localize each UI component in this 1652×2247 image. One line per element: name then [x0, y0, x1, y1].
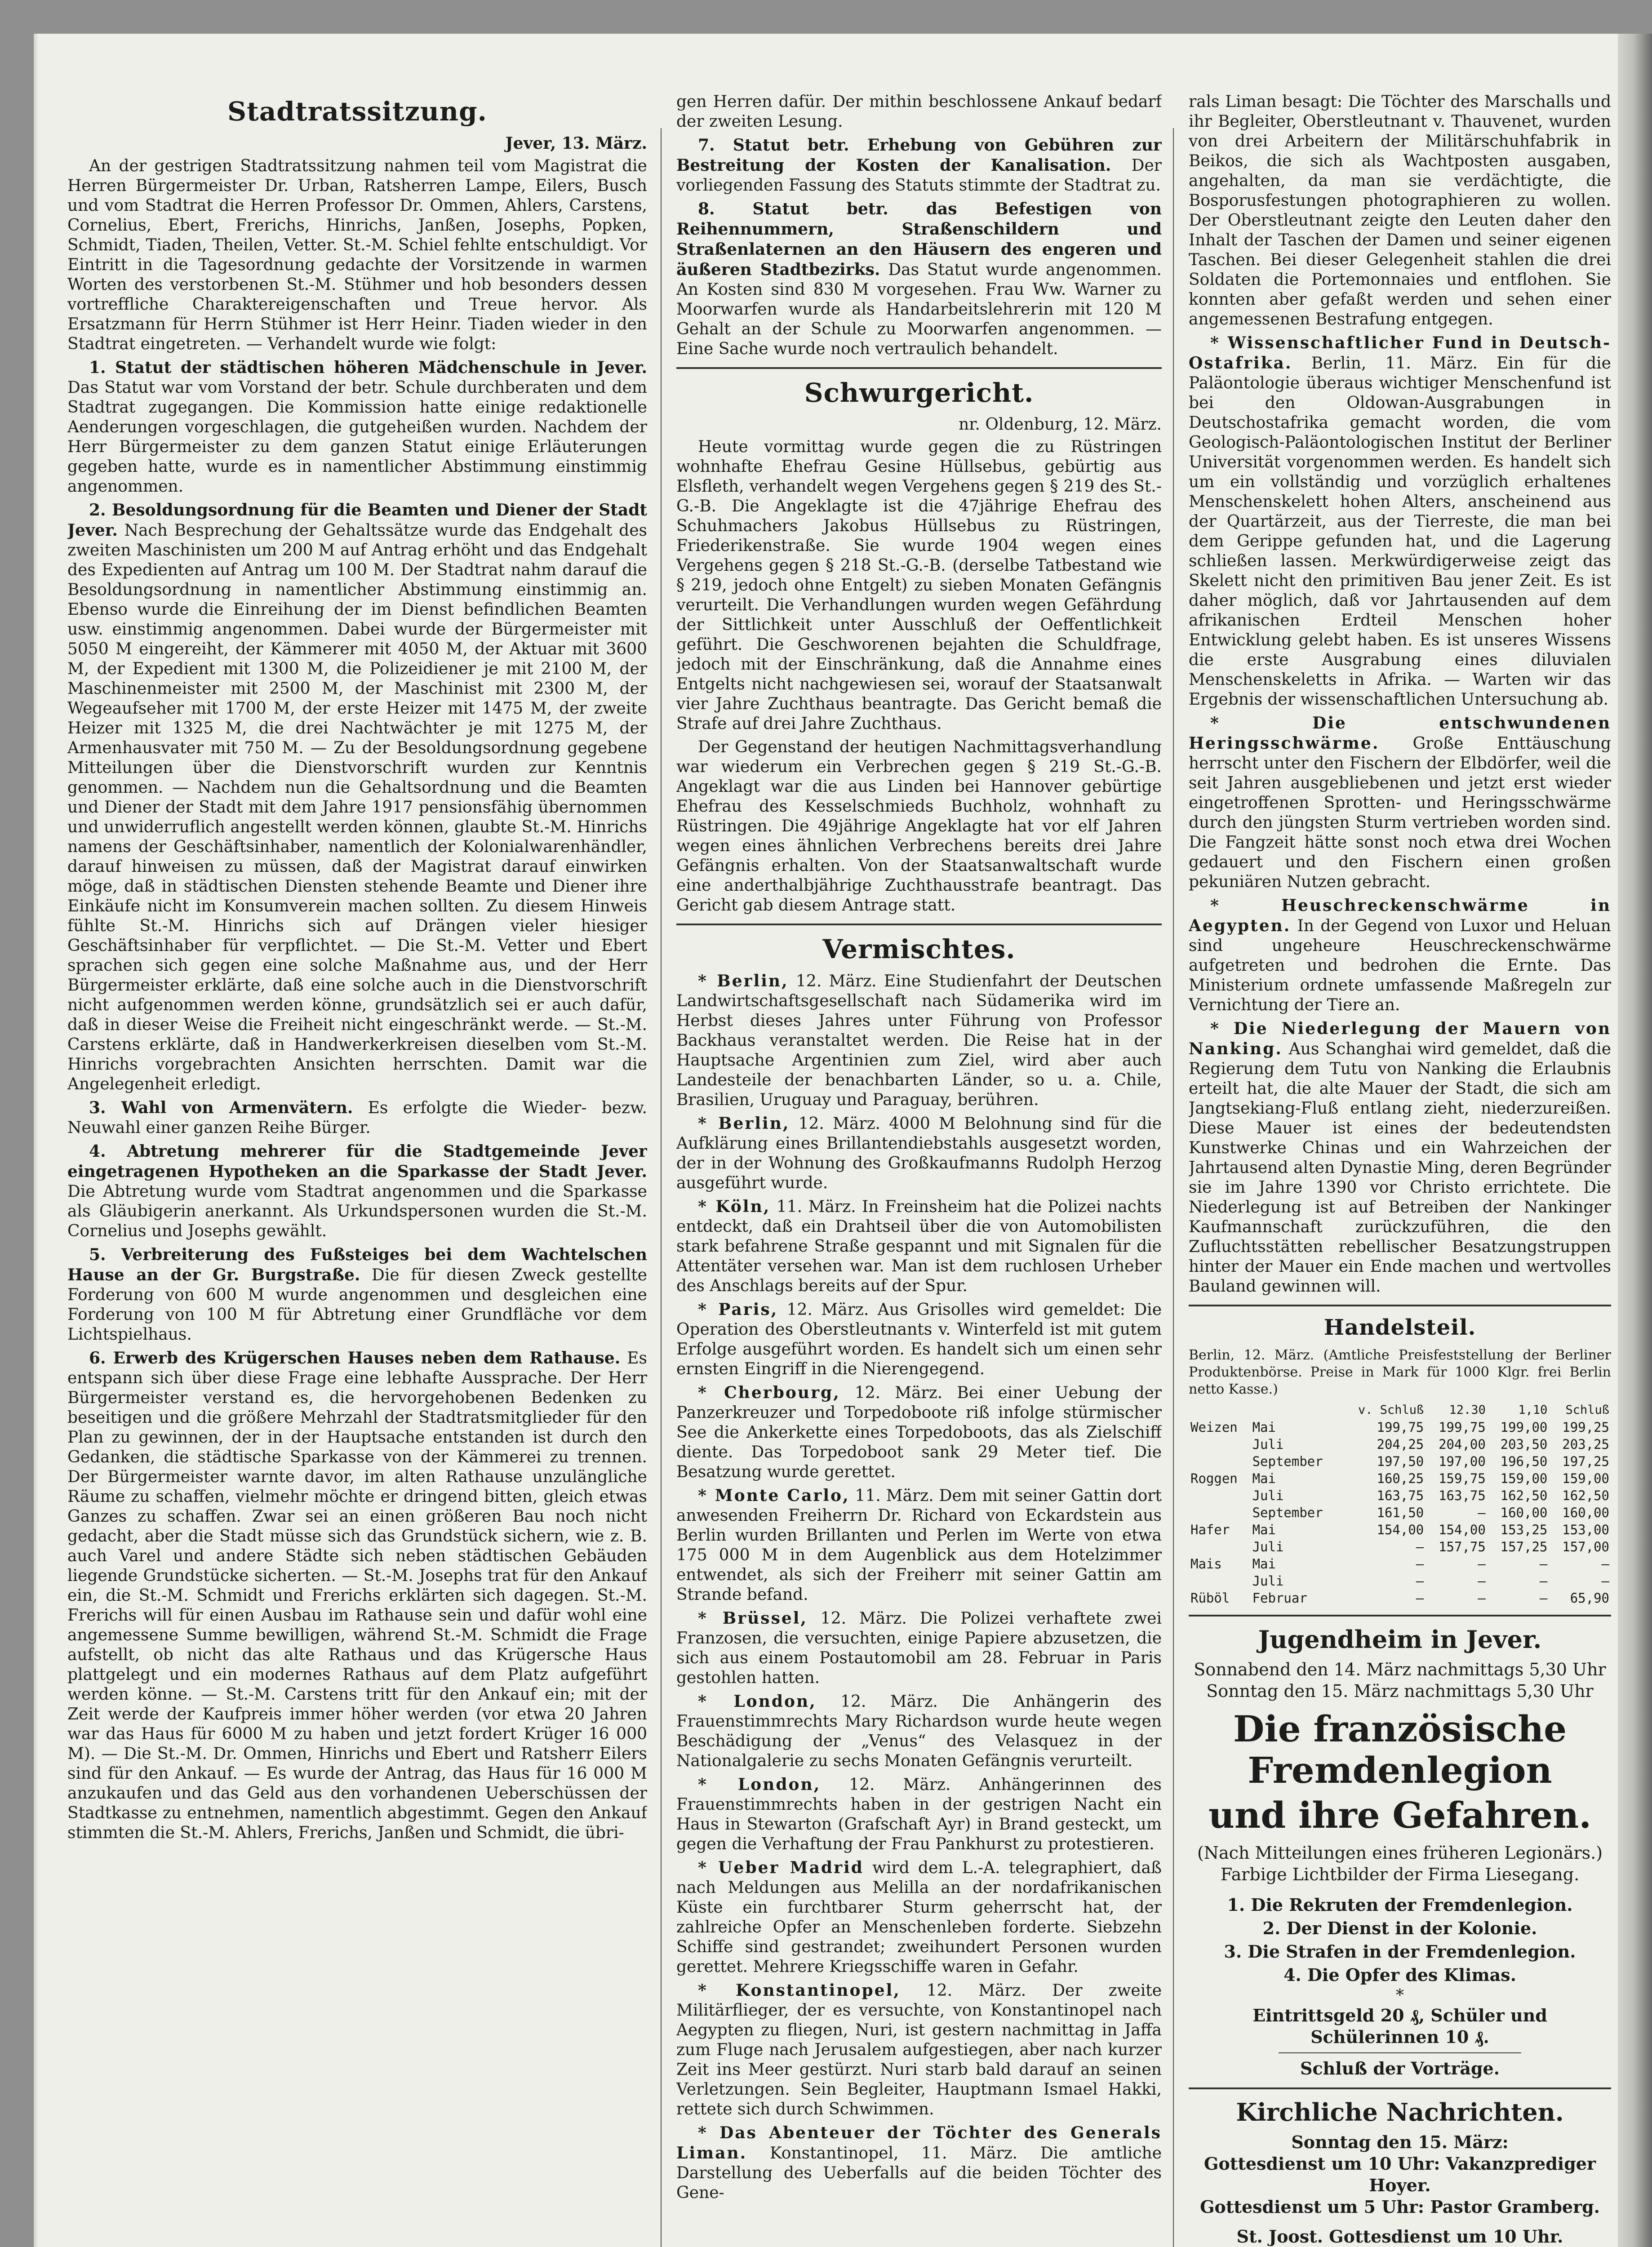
price-cell: 199,75 — [1377, 1420, 1424, 1435]
section-title-handelsteil: Handelsteil. — [1323, 1315, 1476, 1340]
ad-subline: (Nach Mitteilungen eines früheren Legionärs.) — [1197, 1843, 1603, 1863]
term-cell: September — [1252, 1505, 1323, 1520]
commodity-cell — [1189, 1572, 1251, 1590]
price-cell: 197,25 — [1562, 1454, 1609, 1469]
news-item-text: 12. März. Die Polizei verhaftete zwei Franzosen, die versuchten, einige Papiere abzusetzen, die sich aus einem Postautomobil am 28. Februar in Paris gestohlen hatten. — [676, 1609, 1162, 1687]
grain-price-table — [1189, 1402, 1611, 1607]
court-paragraph: Der Gegenstand der heutigen Nachmittagsverhandlung war wiederum ein Verbrechen gegen § 219 St.-G.-B. Angeklagt war die aus Linden bei Hannover gebürtige Ehefrau des Kesselschmieds Buchholz, wohnhaft zu Rüstringen. Die 49jährige Angeklagte hat vor elf Jahren wegen eines ähnlichen Verbrechens bereits drei Jahre Gefängnis erhalten. Von der Staatsanwaltschaft wurde eine anderthalbjährige Zuchthausstrafe beantragt. Das Gericht gab diesem Antrage statt. — [676, 738, 1162, 915]
price-cell: 204,00 — [1439, 1437, 1486, 1452]
agenda-item-text: Der vorliegenden Fassung des Statuts stimmte der Stadtrat zu. — [676, 156, 1162, 195]
continuation-text: gen Herren dafür. Der mithin beschlossene Ankauf bedarf der zweiten Lesung. — [676, 93, 1162, 131]
term-cell: Februar — [1252, 1590, 1307, 1606]
news-item-text: 12. März. Eine Studienfahrt der Deutschen Landwirtschaftsgesellschaft nach Südamerika wird im Herbst dieses Jahres unter Führung von Professor Backhaus veranstaltet werden. Die Reise hat in der Hauptsache Argentinien zum Ziel, wird aber auch Landesteile der benachbarten Länder, so u. a. Chile, Brasilien, Uruguay und Paraguay, berühren. — [676, 972, 1162, 1109]
news-item-title: * London, — [698, 1775, 821, 1794]
price-cell: 163,75 — [1439, 1488, 1486, 1503]
news-item-title: * Cherbourg, — [698, 1383, 840, 1402]
column-divider — [1173, 128, 1174, 2247]
news-item-title: * Die Niederlegung der Mauern von Nanking. — [1189, 1019, 1611, 1058]
divider — [1279, 2052, 1521, 2053]
news-item-title: * Heuschreckenschwärme in Aegypten. — [1189, 896, 1611, 935]
price-cell: — — [1478, 1573, 1486, 1589]
news-item-text: Konstantinopel, 11. März. Die amtliche Darstellung des Ueberfalls auf die beiden Töchter des Gene- — [676, 2144, 1162, 2202]
ad-subline: Farbige Lichtbilder der Firma Liesegang. — [1220, 1865, 1580, 1884]
ad-topic: 2. Der Dienst in der Kolonie. — [1262, 1918, 1537, 1938]
news-item-title: * Konstantinopel, — [698, 1981, 901, 2000]
church-notices — [1189, 2097, 1611, 2247]
ornament-star: * — [1396, 1986, 1404, 2005]
commodity-cell: Weizen — [1190, 1420, 1238, 1435]
news-item-text: Berlin, 11. März. Ein für die Paläontologie überaus wichtiger Menschenfund ist bei den Oldowan-Ausgrabungen in Deutschostafrika gemacht worden, die vom Geologisch-Paläontologischen Institut der Berliner Universität vorgenommen werden. Es handelt sich um ein vollständig und vorzüglich erhaltenes Menschenskelett hohen Alters, anscheinend aus der Quartärzeit, aus der Tierreste, die man bei dem Gerippe gefunden hat, und die Lagerung schließen lassen. Merkwürdigerweise zeigt das Skelett nicht den primitiven Bau jener Zeit. Es ist daher möglich, daß vor Jahrtausenden auf dem afrikanischen Erdteil Menschen hoher Entwicklung gelebt haben. Es ist unseres Wissens die erste Ausgrabung eines diluvialen Menschenskeletts in Afrika. — Warten wir das Ergebnis der wissenschaftlichen Untersuchung ab. — [1189, 354, 1611, 709]
column-header: Schluß — [1565, 1403, 1609, 1417]
news-item — [676, 1486, 1162, 1605]
agenda-item-title: 7. Statut betr. Erhebung von Gebühren zur Bestreitung der Kosten der Kanalisation. — [676, 136, 1162, 175]
table-row — [1189, 1436, 1611, 1453]
table-body — [1189, 1419, 1611, 1607]
news-item — [676, 971, 1162, 1110]
term-cell: Juli — [1252, 1573, 1284, 1589]
news-item-text: 12. März. Die Anhängerin des Frauenstimmrechts Mary Richardson wurde heute wegen Beschädigung der „Venus“ des Velasquez in der Nationalgalerie zu sechs Monaten Gefängnis verurteilt. — [676, 1692, 1162, 1770]
news-item-title: * Wissenschaftlicher Fund in Deutsch-Ostafrika. — [1189, 333, 1611, 373]
term-cell: September — [1252, 1454, 1323, 1469]
price-cell: 197,50 — [1377, 1454, 1424, 1469]
article-intro: An der gestrigen Stadtratssitzung nahmen teil vom Magistrat die Herren Bürgermeister Dr. Urban, Ratsherren Lampe, Eilers, Busch und vom Stadtrat die Herren Professor Dr. Ommen, Ahlers, Carstens, Cornelius, Ebert, Frerichs, Hinrichs, Janßen, Josephs, Popken, Schmidt, Tiaden, Theilen, Vetter. St.-M. Schiel fehlte entschuldigt. Vor Eintritt in die Tagesordnung gedachte der Vorsitzende in warmen Worten des verstorbenen St.-M. Stühmer und hob besonders dessen vortreffliche Charaktereigenschaften und Treue hervor. Als Ersatzmann für Herrn Stühmer ist Herr Heinr. Tiaden wieder in den Stadtrat eingetreten. — Verhandelt wurde wie folgt: — [67, 157, 647, 353]
agenda-item-title: 8. Statut betr. das Befestigen von Reihennummern, Straßenschildern und Straßenlaternen an den Häusern des engeren und äußeren Stadtbezirks. — [676, 200, 1162, 279]
column-header: 1,10 — [1518, 1403, 1548, 1417]
price-cell: 160,00 — [1500, 1505, 1548, 1520]
news-item-title: * Paris, — [698, 1300, 778, 1319]
price-cell: 199,00 — [1500, 1420, 1548, 1435]
section-divider — [1189, 1305, 1611, 1306]
price-cell: 159,75 — [1439, 1471, 1486, 1486]
commodity-cell — [1189, 1487, 1251, 1504]
commodity-cell: Hafer — [1190, 1522, 1230, 1537]
news-item-text: 12. März. 4000 M Belohnung sind für die Aufklärung eines Brillantendiebstahls ausgesetzt worden, der in der Wohnung des Großkaufmanns Rudolph Herzog ausgeführt wurde. — [676, 1115, 1162, 1192]
news-item-title: * Die entschwundenen Heringsschwärme. — [1189, 714, 1611, 753]
table-row — [1189, 1504, 1611, 1521]
ad-date-line: Sonnabend den 14. März nachmittags 5,30 Uhr — [1194, 1660, 1606, 1679]
agenda-item-text: Das Statut war vom Vorstand der betr. Schule durchberaten und dem Stadtrat zugegangen. Die Kommission hatte einige redaktionelle Aenderungen vorgeschlagen, die gutgeheißen wurden. Nachdem der Herr Bürgermeister zu dem ganzen Statut einige Erläuterungen gegeben hatte, wurde es in namentlicher Abstimmung einstimmig angenommen. — [67, 378, 647, 496]
table-row — [1189, 1538, 1611, 1555]
price-cell: — — [1539, 1573, 1548, 1589]
news-item — [676, 1775, 1162, 1854]
misc-news-list — [1189, 333, 1611, 1297]
price-cell: 157,75 — [1439, 1539, 1486, 1554]
news-item — [676, 1608, 1162, 1688]
section-divider — [676, 924, 1162, 925]
price-cell: 197,00 — [1439, 1454, 1486, 1469]
column-2 — [676, 92, 1162, 2247]
price-cell: 199,75 — [1439, 1420, 1486, 1435]
price-cell: 159,00 — [1562, 1471, 1609, 1486]
price-cell: — — [1416, 1539, 1424, 1554]
news-item-text: In der Gegend von Luxor und Heluan sind ungeheure Heuschreckenschwärme aufgetreten und bedrohen die Ernte. Das Ministerium ordnete umfassende Maßregeln zur Vernichtung der Tiere an. — [1189, 917, 1611, 1014]
section-title-vermischtes: Vermischtes. — [822, 934, 1016, 964]
price-cell: 160,00 — [1562, 1505, 1609, 1520]
agenda-item — [67, 500, 647, 1094]
price-cell: 161,50 — [1377, 1505, 1424, 1520]
commodity-cell: Rüböl — [1190, 1590, 1230, 1606]
news-item — [676, 2123, 1162, 2203]
agenda-item-title: 6. Erwerb des Krügerschen Hauses neben dem Rathause. — [89, 1349, 621, 1368]
ad-admission-fee: Eintrittsgeld 20 ₰, Schüler und Schülerinnen 10 ₰. — [1252, 2005, 1547, 2047]
dateline: Jever, 13. März. — [505, 134, 647, 153]
news-item-title: * Köln, — [698, 1197, 771, 1216]
news-item-title: * Brüssel, — [698, 1609, 808, 1628]
table-row — [1189, 1453, 1611, 1470]
column-3 — [1189, 92, 1611, 2247]
term-cell: Mai — [1252, 1471, 1276, 1486]
table-row — [1189, 1487, 1611, 1504]
ad-topic: 3. Die Strafen in der Fremdenlegion. — [1224, 1941, 1576, 1962]
article-title-stadtrat: Stadtratssitzung. — [227, 96, 487, 127]
term-cell: Juli — [1252, 1539, 1284, 1554]
table-row — [1189, 1572, 1611, 1590]
news-item-title: * Ueber Madrid — [698, 1858, 864, 1877]
news-item-text: Große Enttäuschung herrscht unter den Fischern der Elbdörfer, weil die seit Jahren ausgebliebenen und jetzt erst wieder eingetroffenen Sprotten- und Heringsschwärme durch den jüngsten Sturm vertrieben worden sind. Die Fangzeit hätte sonst noch etwa drei Wochen gedauert und den Fischern einen großen pekuniären Nutzen gebracht. — [1189, 734, 1611, 891]
agenda-item — [676, 199, 1162, 359]
price-cell: 153,00 — [1562, 1522, 1609, 1537]
agenda-items — [67, 358, 647, 1843]
agenda-item-text: Die für diesen Zweck gestellte Forderung von 600 M wurde angenommen und desgleichen eine Forderung von 100 M für Abtretung einer Grundfläche vor dem Lichtspielhaus. — [67, 1266, 647, 1344]
page-gutter-shadow — [34, 34, 38, 2247]
agenda-item — [676, 135, 1162, 195]
column-header: v. Schluß — [1358, 1403, 1424, 1417]
price-cell: 159,00 — [1500, 1471, 1548, 1486]
price-cell: — — [1601, 1573, 1609, 1589]
church-date: Sonntag den 15. März: — [1291, 2132, 1509, 2152]
term-cell: Juli — [1252, 1437, 1284, 1452]
news-item-text: 12. März. Aus Grisolles wird gemeldet: Die Operation des Oberstleutnants v. Winterfeld ist mit gutem Erfolge ausgeführt worden. Es handelt sich um einen sehr ernsten Eingriff in die Nierengegend. — [676, 1301, 1162, 1378]
price-cell: 162,50 — [1500, 1488, 1548, 1503]
news-item-text: 12. März. Anhängerinnen des Frauenstimmrechts haben in der gestrigen Nacht ein Haus in Stewarton (Grafschaft Ayr) in Brand gesteckt, um gegen die Verhaftung der Frau Pankhurst zu protestieren. — [676, 1776, 1162, 1853]
service-line: Gottesdienst um 5 Uhr: Pastor Gramberg. — [1200, 2197, 1600, 2217]
price-cell: 163,75 — [1377, 1488, 1424, 1503]
table-row — [1189, 1521, 1611, 1538]
term-cell: Mai — [1252, 1522, 1276, 1537]
term-cell: Mai — [1252, 1556, 1276, 1572]
news-item-text: 12. März. Der zweite Militärflieger, der es versuchte, von Konstantinopel nach Aegypten zu fliegen, Nuri, ist gestern nachmittag in Jaffa zum Fluge nach Jerusalem aufgestiegen, aber nach kurzer Zeit ins Meer gestürzt. Nuri starb bald darauf an seinen Verletzungen. Sein Begleiter, Hauptmann Ismael Hakki, rettete sich durch Schwimmen. — [676, 1981, 1162, 2118]
price-cell: 203,25 — [1562, 1437, 1609, 1452]
agenda-item-title: 4. Abtretung mehrerer für die Stadtgemeinde Jever eingetragenen Hypotheken an die Sparkasse der Stadt Jever. — [67, 1142, 647, 1181]
price-cell: 196,50 — [1500, 1454, 1548, 1469]
agenda-item-title: 3. Wahl von Armenvätern. — [89, 1098, 353, 1117]
agenda-item-title: 2. Besoldungsordnung für die Beamten und Diener der Stadt Jever. — [67, 501, 647, 540]
term-cell: Juli — [1252, 1488, 1284, 1503]
price-cell: 203,50 — [1500, 1437, 1548, 1452]
price-cell: 154,00 — [1377, 1522, 1424, 1537]
price-cell: — — [1478, 1590, 1486, 1606]
news-item-text: 12. März. Bei einer Uebung der Panzerkreuzer und Torpedoboote riß infolge stürmischer See die Ankerkette eines Torpedoboots, das als Zielschiff diente. Das Torpedoboot sank 29 Meter tief. Die Besatzung wurde gerettet. — [676, 1384, 1162, 1481]
service-line: Gottesdienst um 10 Uhr: Vakanzprediger Hoyer. — [1204, 2154, 1596, 2195]
news-item — [676, 1383, 1162, 1482]
news-item-text: wird dem L.-A. telegraphiert, daß nach Meldungen aus Melilla an der nordafrikanischen Küste ein furchtbarer Sturm geherrscht hat, der zahlreiche Opfer an Menschenleben forderte. Siebzehn Schiffe sind gestrandet; zweihundert Personen wurden gerettet. Mehrere Kriegsschiffe waren in Gefahr. — [676, 1859, 1162, 1976]
price-cell: — — [1416, 1573, 1424, 1589]
agenda-item — [67, 358, 647, 497]
agenda-item-title: 5. Verbreiterung des Fußsteiges bei dem Wachtelschen Hause an der Gr. Burgstraße. — [67, 1245, 647, 1284]
commodity-cell: Mais — [1190, 1556, 1222, 1572]
table-row — [1189, 1470, 1611, 1487]
misc-news-list — [676, 971, 1162, 2203]
news-item-title: * Berlin, — [698, 972, 789, 990]
agenda-item — [67, 1348, 647, 1843]
agenda-item-text: Es entspann sich über diese Frage eine lebhafte Aussprache. Der Herr Bürgermeister verstand es, die hervorgehobenen Bedenken zu beseitigen und die größere Mehrzahl der Stadtratsmitglieder für den Plan zu gewinnen, der in der Hauptsache entstanden ist durch den Gedanken, die städtische Sparkasse von der Kämmerei zu trennen. Der Bürgermeister warnte davor, im alten Rathause unzulängliche Räume zu schaffen, vielmehr möchte er dringend bitten, gleich etwas Ganzes zu schaffen. Zwar sei an einen größeren Bau noch nicht gedacht, aber die Stadt müsse sich das Grundstück sichern, wie z. B. auch Varel und andere Städte sich neben städtischen Gebäuden liegende Grundstücke sicherten. — St.-M. Josephs trat für den Ankauf ein, die St.-M. Schmidt und Frerichs erklärten sich dagegen. St.-M. Frerichs will für einen Ausbau im Rathause sein und dafür wohl eine angemessene Summe bewilligen, während St.-M. Schmidt die Frage aufstellt, ob nicht das alte Rathaus und das Krügersche Haus plattgelegt und ein modernes Rathaus auf dem Platz aufgeführt werden könne. — St.-M. Carstens tritt für den Ankauf ein; mit der Zeit werde der Kaufpreis immer höher werden (vor etwa 20 Jahren war das Haus für 6000 M zu haben und jetzt fordert Krüger 16 000 M). — Die St.-M. Dr. Ommen, Hinrichs und Ebert und Ratsherr Eilers sind für den Ankauf. — Es wurde der Antrag, das Haus für 16 000 M anzukaufen und das Geld aus den vorhandenen Ueberschüssen der Stadtkasse zu entnehmen, namentlich abgestimmt. Gegen den Ankauf stimmten die St.-M. Ahlers, Frerichs, Janßen und Schmidt, die übri- — [67, 1349, 647, 1842]
court-paragraph: Heute vormittag wurde gegen die zu Rüstringen wohnhafte Ehefrau Gesine Hüllsebus, gebürtig aus Elsfleth, verhandelt wegen Vergehens gegen § 219 des St.-G.-B. Die Angeklagte ist die 47jährige Ehefrau des Schuhmachers Jakobus Hüllsebus zu Rüstringen, Friederikenstraße. Sie wurde 1904 wegen eines Vergehens gegen § 218 St.-G.-B. (derselbe Tatbestand wie § 219, jedoch ohne Entgelt) zu sieben Monaten Gefängnis verurteilt. Die Verhandlungen wurden wegen Gefährdung der Sittlichkeit unter Ausschluß der Oeffentlichkeit geführt. Die Geschworenen bejahten die Schuldfrage, jedoch mit der Einschränkung, daß die Annahme eines Entgelts nicht nachgewiesen sei, worauf der Staatsanwalt vier Jahre Zuchthaus beantragte. Das Gericht bemaß die Strafe auf drei Jahre Zuchthaus. — [676, 438, 1162, 733]
section-divider — [1189, 1615, 1611, 1616]
news-item-title: * Das Abenteuer der Töchter des Generals Liman. — [676, 2123, 1162, 2163]
page-edge-shadow — [1618, 34, 1652, 2247]
agenda-item — [67, 1245, 647, 1345]
advertisement-jugendheim — [1189, 1625, 1611, 2079]
news-item — [1189, 896, 1611, 1015]
table-row — [1189, 1590, 1611, 1607]
table-row — [1189, 1555, 1611, 1572]
price-cell: — — [1478, 1505, 1486, 1520]
news-item-text: 11. März. Dem mit seiner Gattin dort anwesenden Freiherrn Dr. Richard von Eckardstein aus Berlin wurden Brillanten und Perlen im Werte von etwa 175 000 M in dem Augenblick aus dem Hotelzimmer entwendet, als sich der Freiherr mit seiner Gattin am Strande befand. — [676, 1487, 1162, 1604]
term-cell: Mai — [1252, 1420, 1276, 1435]
column-divider — [661, 128, 662, 2247]
price-cell: 154,00 — [1439, 1522, 1486, 1537]
agenda-item-text: Das Statut wurde angenommen. An Kosten sind 830 M vorgesehen. Frau Ww. Warner zu Moorwarfen wurde als Handarbeitslehrerin mit 120 M Gehalt an der Schule zu Moorwarfen angenommen. — Eine Sache wurde noch vertraulich behandelt. — [676, 261, 1162, 358]
news-item — [1189, 713, 1611, 892]
service-line: St. Joost. Gottesdienst um 10 Uhr. — [1236, 2226, 1563, 2247]
news-item — [1189, 1019, 1611, 1297]
price-cell: 160,25 — [1377, 1471, 1424, 1486]
news-item — [1189, 333, 1611, 710]
agenda-item-text: Es erfolgte die Wieder- bezw. Neuwahl einer ganzen Reihe Bürger. — [67, 1099, 647, 1137]
table-header-row — [1189, 1402, 1611, 1419]
agenda-item — [67, 1098, 647, 1138]
court-dateline: nr. Oldenburg, 12. März. — [959, 415, 1162, 434]
news-item — [676, 1981, 1162, 2119]
court-report — [676, 437, 1162, 915]
news-item — [676, 1300, 1162, 1379]
ad-closing-line: Schluß der Vorträge. — [1300, 2058, 1500, 2078]
price-cell: 157,25 — [1500, 1539, 1548, 1554]
column-header: 12.30 — [1449, 1403, 1486, 1417]
agenda-item-text: Nach Besprechung der Gehaltssätze wurde das Endgehalt des zweiten Maschinisten um 200 M auf Antrag erhöht und das Endgehalt des Expedienten auf Antrag um 100 M. Der Stadtrat nahm darauf die Besoldungsordnung in namentlicher Abstimmung einstimmig an. Ebenso wurde die Einreihung der im Dienst befindlichen Beamten usw. einstimmig angenommen. Dabei wurde der Bürgermeister mit 5050 M eingereiht, der Kämmerer mit 4050 M, der Aktuar mit 3600 M, der Expedient mit 1300 M, die Polizeidiener je mit 2100 M, der Maschinenmeister mit 2500 M, der Maschinist mit 2300 M, der Wegeaufseher mit 1700 M, der erste Heizer mit 1475 M, der zweite Heizer mit 1325 M, die drei Nachtwächter je mit 1275 M, der Armenhausvater mit 750 M. — Zu der Besoldungsordnung gegebene Mitteilungen über die Dienstvorschrift wurden zur Kenntnis genommen. — Nachdem nun die Gehaltsordnung und die Beamten und Diener der Stadt mit dem Jahre 1917 pensionsfähig übernommen und unwiderruflich angestellt werden können, glaubte St.-M. Hinrichs namens der Geschäftsinhaber, namentlich der Kolonialwarenhändler, darauf hinweisen zu müssen, daß der Magistrat darauf einwirken möge, daß in städtischen Diensten stehende Beamte und Diener ihre Einkäufe nicht im Konsumverein machen sollten. Zu diesem Hinweis fühlte St.-M. Hinrichs sich auf Drängen vieler hiesiger Geschäftsinhaber für verpflichtet. — Die St.-M. Vetter und Ebert sprachen sich gegen eine solche Maßnahme aus, und der Herr Bürgermeister erklärte, daß eine solche auch in die Dienstvorschrift nicht aufgenommen werden könne, grundsätzlich sei er auch dafür, daß in dieser Weise die Freiheit nicht eingeschränkt werde. — St.-M. Carstens erklärte, daß in Handwerkerkreisen dieselben vom St.-M. Hinrichs vorgebrachten Ansichten herrschten. Damit war die Angelegenheit erledigt. — [67, 521, 647, 1093]
ad-headline: Die französische Fremdenlegion — [1233, 1708, 1567, 1791]
price-cell: 199,25 — [1562, 1420, 1609, 1435]
church-notices-title: Kirchliche Nachrichten. — [1236, 2098, 1564, 2127]
agenda-item — [67, 1141, 647, 1241]
ad-title: Jugendheim in Jever. — [1258, 1625, 1542, 1654]
news-item — [676, 1692, 1162, 1771]
ad-topic: 4. Die Opfer des Klimas. — [1283, 1965, 1516, 1985]
price-cell: 157,00 — [1562, 1539, 1609, 1554]
price-cell: — — [1601, 1556, 1609, 1572]
commodity-cell: Roggen — [1190, 1471, 1238, 1486]
price-cell: — — [1539, 1590, 1548, 1606]
price-cell: 162,50 — [1562, 1488, 1609, 1503]
commodity-cell — [1189, 1436, 1251, 1453]
commodity-cell — [1189, 1504, 1251, 1521]
agenda-item-title: 1. Statut der städtischen höheren Mädchenschule in Jever. — [89, 358, 647, 377]
section-divider — [1189, 2087, 1611, 2089]
ad-date-line: Sonntag den 15. März nachmittags 5,30 Uhr — [1206, 1681, 1594, 1701]
price-cell: — — [1539, 1556, 1548, 1572]
newspaper-page — [34, 34, 1618, 2247]
news-item-title: * London, — [698, 1692, 817, 1711]
ad-topic-list — [1189, 1893, 1611, 1987]
price-cell: — — [1416, 1590, 1424, 1606]
news-item — [676, 1858, 1162, 1977]
price-cell: 153,25 — [1500, 1522, 1548, 1537]
agenda-item-text: Die Abtretung wurde vom Stadtrat angenommen und die Sparkasse als Gläubigerin anerkannt. Als Urkundspersonen wurden die St.-M. Cornelius und Josephs gewählt. — [67, 1182, 647, 1240]
article-title-schwurgericht: Schwurgericht. — [804, 377, 1034, 408]
ad-headline: und ihre Gefahren. — [1208, 1794, 1592, 1836]
news-item-title: * Monte Carlo, — [698, 1486, 850, 1505]
price-cell: — — [1416, 1556, 1424, 1572]
news-item — [676, 1197, 1162, 1296]
table-row — [1189, 1419, 1611, 1436]
continuation-text: rals Liman besagt: Die Töchter des Marschalls und ihr Begleiter, Oberstleutnant v. Thauvenet, wurden von drei Arbeitern der Militärschuhfabrik in Beikos, die sich als Wachtposten ausgaben, angehalten, da man sie verdächtigte, die Bosporusfestungen photographieren zu wollen. Der Oberstleutnant zeigte den Leuten daher den Inhalt der Taschen der Damen und seiner eigenen Taschen. Bei dieser Gelegenheit stahlen die drei Soldaten die Portemonnaies und entflohen. Sie konnten aber gefaßt werden und sehen einer angemessenen Bestrafung entgegen. — [1189, 93, 1611, 329]
commodity-cell — [1189, 1538, 1251, 1555]
price-cell: 65,90 — [1570, 1590, 1609, 1606]
price-cell: — — [1478, 1556, 1486, 1572]
column-1 — [67, 92, 647, 2247]
commodity-cell — [1189, 1453, 1251, 1470]
agenda-items-continued — [676, 135, 1162, 359]
news-item-text: 11. März. In Freinsheim hat die Polizei nachts entdeckt, daß ein Drahtseil über die von Automobilisten stark befahrene Straße gespannt und mit Signalen für die Attentäter versehen war. Man ist dem ruchlosen Urheber des Anschlags bereits auf der Spur. — [676, 1198, 1162, 1295]
section-divider — [676, 367, 1162, 369]
news-item-title: * Berlin, — [698, 1114, 790, 1133]
price-cell: 204,25 — [1377, 1437, 1424, 1452]
news-item-text: Aus Schanghai wird gemeldet, daß die Regierung dem Tutu von Nanking die Erlaubnis erteilt hat, die alte Mauer der Stadt, die sich am Jangtsekiang-Fluß entlang zieht, niederzureißen. Diese Mauer ist eines der bedeutendsten Kunstwerke Chinas und ein Wahrzeichen der Jahrtausend alten Dynastie Ming, deren Begründer sie im Jahre 1390 vor Christo errichtete. Die Niederlegung ist auf Betreiben der Nankinger Kaufmannschaft zurückzuführen, die den Zufluchtsstätten rebellischer Besatzungstruppen hinter der Mauer ein Ende machen und wertvolles Bauland gewinnen will. — [1189, 1040, 1611, 1296]
market-report-header: Berlin, 12. März. (Amtliche Preisfeststellung der Berliner Produktenbörse. Preise in Mark für 1000 Klgr. frei Berlin netto Kasse.) — [1189, 1347, 1611, 1397]
ad-topic: 1. Die Rekruten der Fremdenlegion. — [1227, 1895, 1573, 1915]
news-item — [676, 1114, 1162, 1193]
